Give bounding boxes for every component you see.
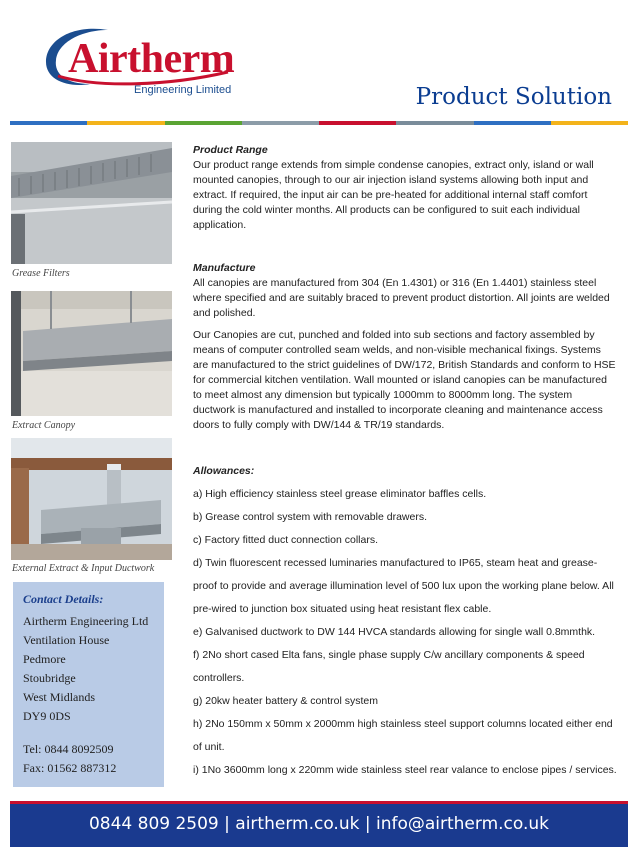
product-range-heading: Product Range (193, 144, 268, 156)
color-band-segment (319, 121, 396, 125)
allowance-item: c) Factory fitted duct connection collars. (193, 534, 378, 546)
allowance-item: b) Grease control system with removable drawers. (193, 511, 427, 523)
allowance-item: i) 1No 3600mm long x 220mm wide stainless steel rear valance to enclose pipes / services. (193, 764, 617, 776)
contact-address-line: Stoubridge (23, 671, 76, 685)
allowances-heading: Allowances: (193, 465, 255, 477)
external-ductwork-photo (11, 438, 172, 560)
product-range-section (193, 143, 617, 233)
grease-filters-caption: Grease Filters (12, 268, 70, 279)
logo-subtitle: Engineering Limited (134, 84, 232, 96)
allowance-item: e) Galvanised ductwork to DW 144 HVCA standards allowing for single wall 0.8mmthk. (193, 626, 596, 638)
page-title: Product Solution (415, 84, 612, 110)
allowances-section (193, 460, 617, 782)
allowance-item: h) 2No 150mm x 50mm x 2000mm high stainless steel support columns located either end of unit. (193, 718, 613, 753)
allowance-item: f) 2No short cased Elta fans, single phase supply C/w ancillary components & speed controllers. (193, 649, 585, 684)
company-logo (38, 22, 238, 94)
allowance-item: a) High efficiency stainless steel grease eliminator baffles cells. (193, 488, 487, 500)
contact-fax: Fax: 01562 887312 (23, 761, 117, 775)
allowance-item: g) 20kw heater battery & control system (193, 695, 378, 707)
color-band-segment (242, 121, 319, 125)
contact-address-line: Pedmore (23, 652, 66, 666)
contact-details-box (13, 582, 164, 787)
external-ductwork-caption: External Extract & Input Ductwork (12, 563, 155, 574)
contact-telephone: Tel: 0844 8092509 (23, 742, 114, 756)
color-band-segment (551, 121, 628, 125)
logo-name: Airtherm (68, 36, 235, 82)
grease-filters-photo (11, 142, 172, 264)
manufacture-text-1: All canopies are manufactured from 304 (En 1.4301) or 316 (En 1.4401) stainless steel where specified and are suitably braced to prevent product distortion. All joints are welded and polished. (193, 277, 610, 319)
contact-postcode: DY9 0DS (23, 709, 71, 723)
color-band-segment (10, 121, 87, 125)
extract-canopy-photo (11, 291, 172, 416)
allowance-item: d) Twin fluorescent recessed luminaries manufactured to IP65, steam heat and grease-proof to provide and average illumination level of 500 lux upon the working plane below. All pre-wired to junction box situated using heat resistant flex cable. (193, 557, 614, 615)
contact-address-line: Ventilation House (23, 633, 110, 647)
manufacture-heading: Manufacture (193, 262, 256, 274)
contact-title: Contact Details: (23, 592, 104, 606)
color-band-segment (87, 121, 164, 125)
footer-bar (10, 801, 628, 847)
color-band-segment (474, 121, 551, 125)
extract-canopy-caption: Extract Canopy (12, 420, 76, 431)
manufacture-section (193, 261, 617, 433)
contact-company: Airtherm Engineering Ltd (23, 614, 149, 628)
color-band-divider (10, 121, 628, 125)
color-band-segment (165, 121, 242, 125)
footer-contact-text: 0844 809 2509 | airtherm.co.uk | info@airtherm.co.uk (88, 814, 550, 834)
contact-address-line: West Midlands (23, 690, 96, 704)
manufacture-text-2: Our Canopies are cut, punched and folded into sub sections and factory assembled by means of computer controlled seam welds, and non-visible mechanical fixings. Systems are manufactured to the strict guidelines of DW/172, British Standards and conform to HSE for commercial kitchen ventilation. Wall mounted or island canopies can be manufactured to meet almost any dimension but typically 1000mm to 8000mm long. The system ductwork is manufactured and installed to incorporate cleaning and maintenance access doors to fully comply with DW/144 & TR/19 standards. (193, 329, 616, 431)
product-range-text: Our product range extends from simple condense canopies, extract only, island or wall mounted canopies, through to our air injection island systems allowing both input and extract. If required, the input air can be pre-heated for additional internal staff comfort during the cold winter months. All products can be configured to suit each individual application. (193, 159, 594, 231)
color-band-segment (396, 121, 473, 125)
